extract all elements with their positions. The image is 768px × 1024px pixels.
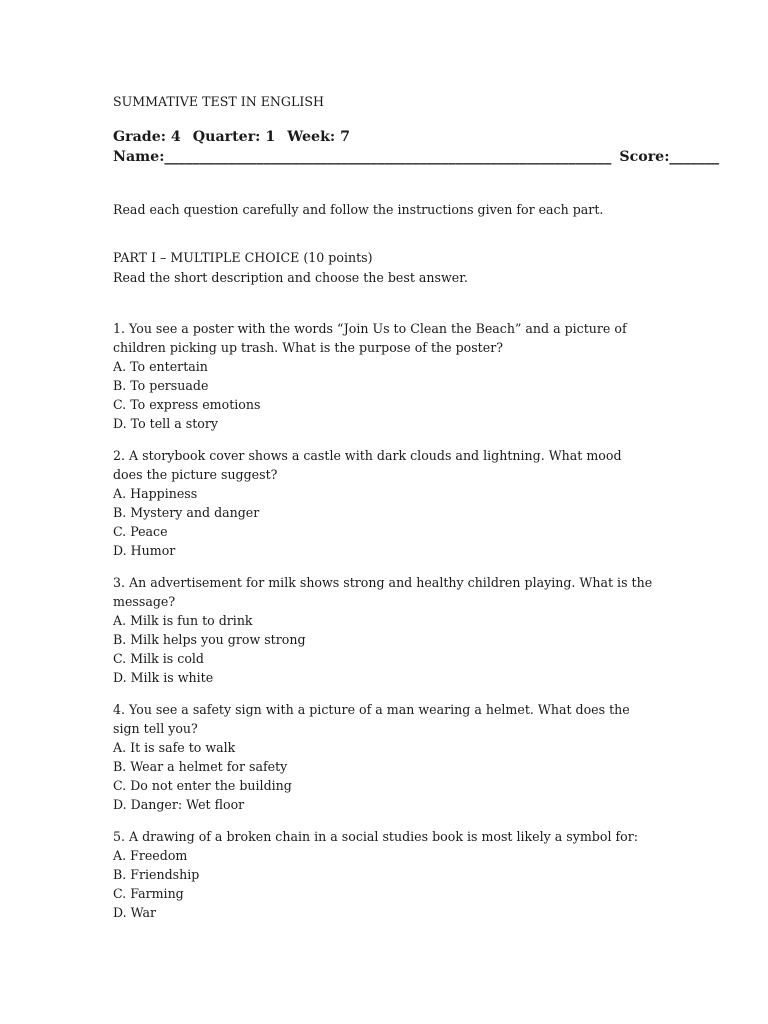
question-text: 3. An advertisement for milk shows strong and healthy children playing. What is the message?: [113, 575, 653, 609]
part1-heading: PART I – MULTIPLE CHOICE (10 points): [113, 250, 373, 265]
answer-option: A. Happiness: [113, 486, 198, 501]
grade-label: Grade: 4: [113, 129, 181, 145]
score-field-label: Score:_______: [619, 149, 720, 165]
question-text: 1. You see a poster with the words “Join Us to Clean the Beach” and a picture of children picking up trash. What is the purpose of the poster?: [113, 321, 627, 355]
name-field-label: Name:_______________________________________________________________: [113, 149, 612, 165]
answer-option: D. Danger: Wet floor: [113, 797, 245, 812]
answer-option: A. Freedom: [113, 848, 188, 863]
answer-option: B. Milk helps you grow strong: [113, 632, 306, 647]
answer-option: B. Mystery and danger: [113, 505, 260, 520]
question-item: [113, 573, 653, 687]
answer-option: D. Humor: [113, 543, 176, 558]
answer-option: A. It is safe to walk: [113, 740, 236, 755]
answer-option: C. Peace: [113, 524, 168, 539]
part1-subheading: Read the short description and choose the best answer.: [113, 270, 468, 285]
grade-line: [113, 127, 653, 147]
test-page: [113, 93, 720, 935]
answer-option: C. Farming: [113, 886, 184, 901]
question-item: [113, 700, 653, 814]
questions-list: [113, 319, 653, 922]
answer-option: C. To express emotions: [113, 397, 261, 412]
answer-option: A. Milk is fun to drink: [113, 613, 253, 628]
general-instructions: Read each question carefully and follow the instructions given for each part.: [113, 202, 604, 217]
name-line: [113, 147, 720, 167]
question-item: [113, 827, 653, 922]
question-text: 2. A storybook cover shows a castle with dark clouds and lightning. What mood does the picture suggest?: [113, 448, 622, 482]
answer-option: C. Milk is cold: [113, 651, 204, 666]
answer-option: B. To persuade: [113, 378, 209, 393]
quarter-label: Quarter: 1: [192, 129, 276, 145]
answer-option: C. Do not enter the building: [113, 778, 292, 793]
answer-option: D. To tell a story: [113, 416, 218, 431]
question-item: [113, 446, 653, 560]
document-title: SUMMATIVE TEST IN ENGLISH: [113, 94, 324, 109]
week-label: Week: 7: [287, 129, 350, 145]
answer-option: A. To entertain: [113, 359, 208, 374]
answer-option: B. Wear a helmet for safety: [113, 759, 288, 774]
question-text: 4. You see a safety sign with a picture of a man wearing a helmet. What does the sign tell you?: [113, 702, 630, 736]
answer-option: B. Friendship: [113, 867, 200, 882]
answer-option: D. Milk is white: [113, 670, 214, 685]
question-item: [113, 319, 653, 433]
header-block: [113, 127, 720, 167]
question-text: 5. A drawing of a broken chain in a social studies book is most likely a symbol for:: [113, 829, 638, 844]
answer-option: D. War: [113, 905, 157, 920]
